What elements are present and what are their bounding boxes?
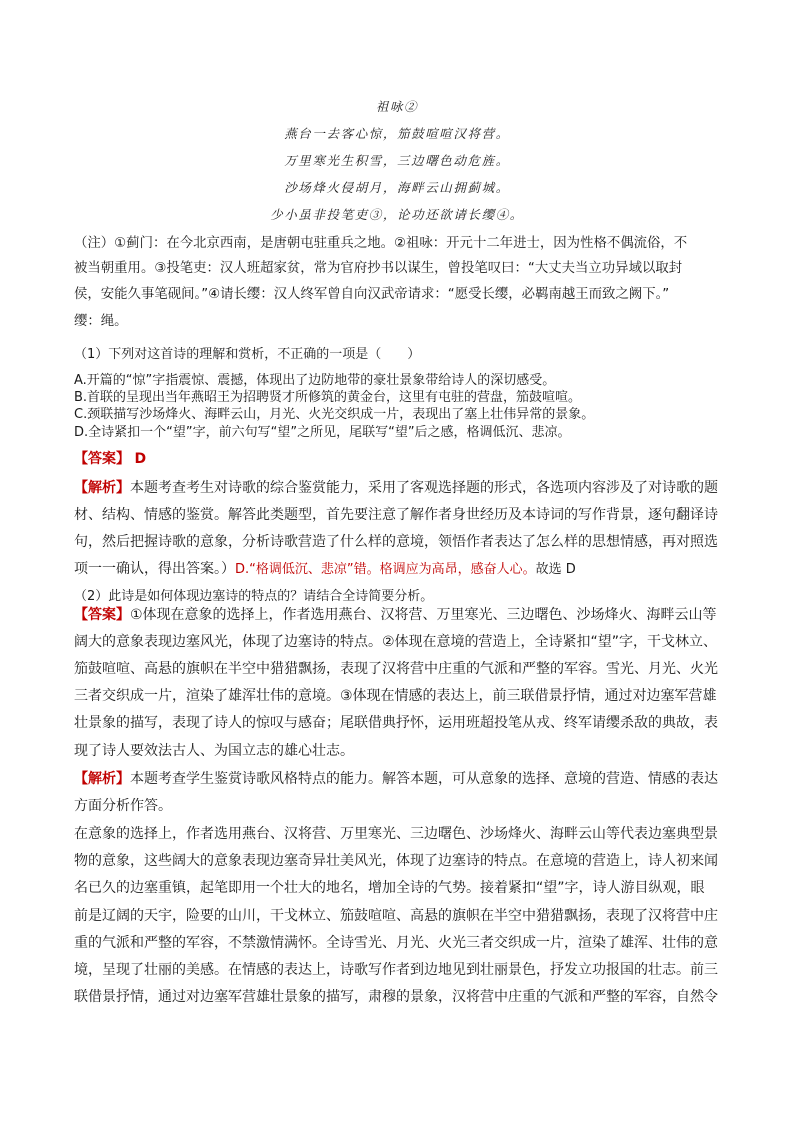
analysis-label: 【解析】 bbox=[74, 480, 130, 496]
note-line-1: （注）①蓟门：在今北京西南，是唐朝屯驻重兵之地。②祖咏：开元十二年进士，因为性格不偶流俗，不 bbox=[74, 236, 688, 251]
q2-analysis-line-8: 境，呈现了壮丽的美感。在情感的表达上，诗歌写作者到边地见到壮丽景色，抒发立功报国的壮志。前三 bbox=[74, 962, 718, 978]
poem-line-1: 燕台一去客心惊，笳鼓喧喧汉将营。 bbox=[284, 126, 510, 141]
q1-answer bbox=[74, 448, 734, 468]
q2-analysis-line-3: 在意象的选择上，作者选用燕台、汉将营、万里寒光、三边曙色、沙场烽火、海畔云山等代表边塞典型景 bbox=[74, 826, 718, 842]
analysis-text: 项一一确认，得出答案。） bbox=[74, 561, 235, 577]
q2-analysis-line-1 bbox=[74, 768, 734, 788]
q2-answer-line-4: 三者交织成一片，渲染了雄浑壮伟的意境。③体现在情感的表达上，前三联借景抒情，通过对边塞军营雄 bbox=[74, 688, 717, 704]
q2-analysis-line-2: 方面分析作答。 bbox=[74, 798, 172, 814]
q1-option-b: B.首联的呈现出当年燕昭王为招聘贤才所修筑的黄金台，这里有屯驻的营盘，笳鼓喧喧。 bbox=[74, 390, 582, 405]
q2-analysis-line-7: 重的气派和严整的军容，不禁激情满怀。全诗雪光、月光、火光三者交织成一片，渲染了雄浑、壮伟的意 bbox=[74, 935, 718, 951]
poem-line-3: 沙场烽火侵胡月，海畔云山拥蓟城。 bbox=[284, 180, 510, 195]
note-line-4: 缨：绳。 bbox=[74, 314, 128, 329]
q2-answer-line-6: 现了诗人要效法古人、为国立志的雄心壮志。 bbox=[74, 743, 354, 759]
analysis-text: 本题考查学生鉴赏诗歌风格特点的能力。解答本题，可从意象的选择、意境的营造、情感的表达 bbox=[130, 771, 718, 787]
q1-analysis-line-1 bbox=[74, 477, 734, 497]
answer-value: D bbox=[134, 451, 147, 467]
q2-analysis-line-6: 前是辽阔的天宇，险要的山川，干戈林立、笳鼓喧喧、高悬的旗帜在半空中猎猎飘扬，表现了汉将营中庄 bbox=[74, 908, 718, 924]
q1-option-c: C.颈联描写沙场烽火、海畔云山，月光、火光交织成一片，表现出了塞上壮伟异常的景象。 bbox=[74, 407, 595, 422]
analysis-conclusion: 故选 D bbox=[535, 562, 576, 577]
answer-text: ①体现在意象的选择上，作者选用燕台、汉将营、万里寒光、三边曙色、沙场烽火、海畔云山等 bbox=[130, 607, 717, 623]
poem-title: 祖咏② bbox=[375, 99, 419, 114]
q2-answer-line-5: 壮景象的描写，表现了诗人的惊叹与感奋；尾联借典抒怀，运用班超投笔从戎、终军请缨杀敌的典故，表 bbox=[74, 715, 718, 731]
poem-line-4: 少小虽非投笔吏③，论功还欲请长缨④。 bbox=[270, 207, 524, 222]
q2-analysis-line-4: 物的意象，这些阔大的意象表现边塞奇异壮美风光，体现了边塞诗的特点。在意境的营造上，诗人初来闻 bbox=[74, 853, 718, 869]
q2-answer-line-3: 笳鼓喧喧、高悬的旗帜在半空中猎猎飘扬，表现了汉将营中庄重的气派和严整的军容。雪光、月光、火光 bbox=[74, 661, 718, 677]
q2-answer-line-2: 阔大的意象表现边塞风光，体现了边塞诗的特点。②体现在意境的营造上，全诗紧扣“望”字，干戈林立、 bbox=[74, 634, 718, 650]
q1-analysis-line-3: 句，然后把握诗歌的意象，分析诗歌营造了什么样的意境，领悟作者表达了怎么样的思想情感，再对照选 bbox=[74, 534, 718, 550]
poem-line-2: 万里寒光生积雪，三边曙色动危旌。 bbox=[284, 153, 510, 168]
note-line-2: 被当朝重用。③投笔吏：汉人班超家贫，常为官府抄书以谋生，曾投笔叹曰：“大丈夫当立功异域以取封 bbox=[74, 261, 683, 276]
q2-analysis-line-9: 联借景抒情，通过对边塞军营雄壮景象的描写，肃穆的景象，汉将营中庄重的气派和严整的军容，自然令 bbox=[74, 989, 718, 1005]
analysis-text: 本题考查考生对诗歌的综合鉴赏能力，采用了客观选择题的形式，各选项内容涉及了对诗歌的题 bbox=[130, 480, 718, 496]
q2-question: （2）此诗是如何体现边塞诗的特点的？请结合全诗简要分析。 bbox=[74, 589, 434, 604]
analysis-label: 【解析】 bbox=[74, 771, 130, 787]
q1-analysis-line-2: 材、结构、情感的鉴赏。解答此类题型，首先要注意了解作者身世经历及本诗词的写作背景，逐句翻译诗 bbox=[74, 507, 718, 523]
answer-label: 【答案】 bbox=[74, 607, 130, 623]
q2-analysis-line-5: 名已久的边塞重镇，起笔即用一个壮大的地名，增加全诗的气势。接着紧扣“望”字，诗人游目纵观，眼 bbox=[74, 880, 705, 896]
q1-question: （1）下列对这首诗的理解和赏析，不正确的一项是（ ） bbox=[74, 347, 421, 362]
analysis-red-text: D.“格调低沉、悲凉”错。格调应为高昂，感奋人心。 bbox=[235, 562, 536, 577]
answer-label: 【答案】 bbox=[74, 451, 130, 467]
q1-option-a: A.开篇的“惊”字指震惊、震撼，体现出了边防地带的豪壮景象带给诗人的深切感受。 bbox=[74, 373, 556, 388]
q1-analysis-line-4 bbox=[74, 558, 734, 578]
q1-option-d: D.全诗紧扣一个“望”字，前六句写“望”之所见，尾联写“望”后之感，格调低沉、悲凉。 bbox=[74, 425, 571, 440]
q2-answer-line-1 bbox=[74, 604, 734, 624]
note-line-3: 侯，安能久事笔砚间。”④请长缨：汉人终军曾自向汉武帝请求：“愿受长缨，必羁南越王而致之阙下。” bbox=[74, 287, 670, 302]
